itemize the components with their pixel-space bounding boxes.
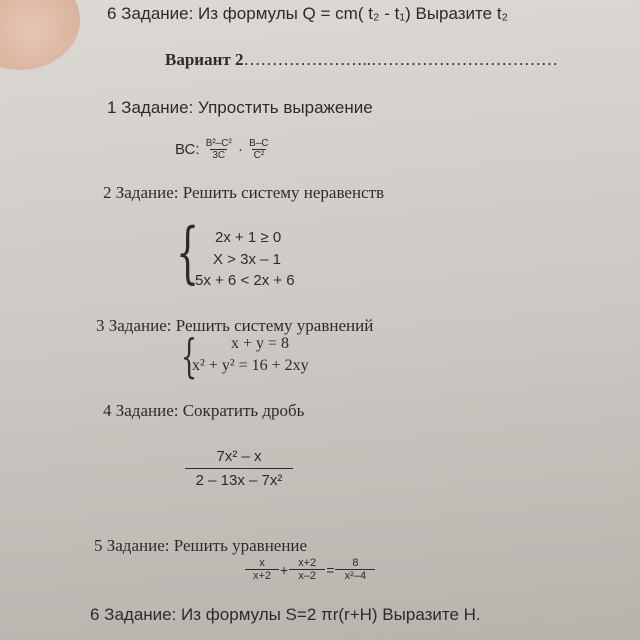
top-task-text: 6 Задание: Из формулы Q = cm( t₂ - t₁) Выразите t₂ (107, 4, 509, 23)
task5-frac3-denominator: x²–4 (335, 569, 375, 582)
task3-brace-icon: { (181, 329, 198, 383)
task3-line-1: x + y = 8 (231, 335, 290, 352)
task1-title: 1 Задание: Упростить выражение (107, 98, 373, 117)
task5-equation (247, 557, 373, 582)
task5-plus: + (280, 561, 289, 578)
task1-frac2-denominator: С² (253, 150, 265, 161)
task3-title: 3 Задание: Решить систему уравнений (96, 316, 374, 335)
task5-fraction-3 (337, 557, 373, 582)
task2-title: 2 Задание: Решить систему неравенств (103, 183, 385, 202)
task2-line-1: 2x + 1 ≥ 0 (215, 229, 282, 246)
task1-prefix: ВС: (175, 141, 200, 158)
task1-fraction-1 (204, 138, 234, 161)
variant-header (165, 50, 558, 70)
variant-label: Вариант 2 (165, 50, 244, 69)
task5-frac2-numerator: x+2 (298, 557, 317, 569)
task5-frac2-denominator: x–2 (289, 569, 325, 582)
task2-line-2: X > 3x – 1 (213, 251, 281, 268)
task5-frac1-denominator: x+2 (245, 569, 279, 582)
task4-denominator: 2 – 13x – 7x² (195, 472, 283, 489)
task4-numerator: 7x² – x (216, 448, 262, 465)
task1-frac1-denominator: 3С (212, 150, 226, 161)
task4-title: 4 Задание: Сократить дробь (103, 401, 305, 420)
task1-frac1-numerator: В²–С² (205, 138, 232, 149)
task5-frac1-numerator: x (259, 557, 265, 569)
task2-brace-icon: { (176, 214, 200, 291)
task1-expression (175, 138, 271, 161)
task3-line-2: x² + y² = 16 + 2xy (192, 357, 309, 374)
task2-line-3: 5x + 6 < 2x + 6 (195, 272, 295, 289)
task1-fraction-2 (247, 138, 270, 161)
task4-fraction (185, 448, 293, 489)
task5-title: 5 Задание: Решить уравнение (94, 536, 308, 555)
task1-frac2-numerator: В–С (249, 138, 269, 149)
task1-dot: · (237, 141, 243, 158)
task5-equals: = (326, 561, 335, 578)
task6-text: 6 Задание: Из формулы S=2 πr(r+H) Выразите H. (90, 605, 481, 624)
variant-dots: …………………..…………………………… (243, 50, 558, 69)
task5-fraction-1 (247, 557, 277, 582)
task5-frac3-numerator: 8 (352, 557, 359, 569)
task5-fraction-2 (291, 557, 323, 582)
